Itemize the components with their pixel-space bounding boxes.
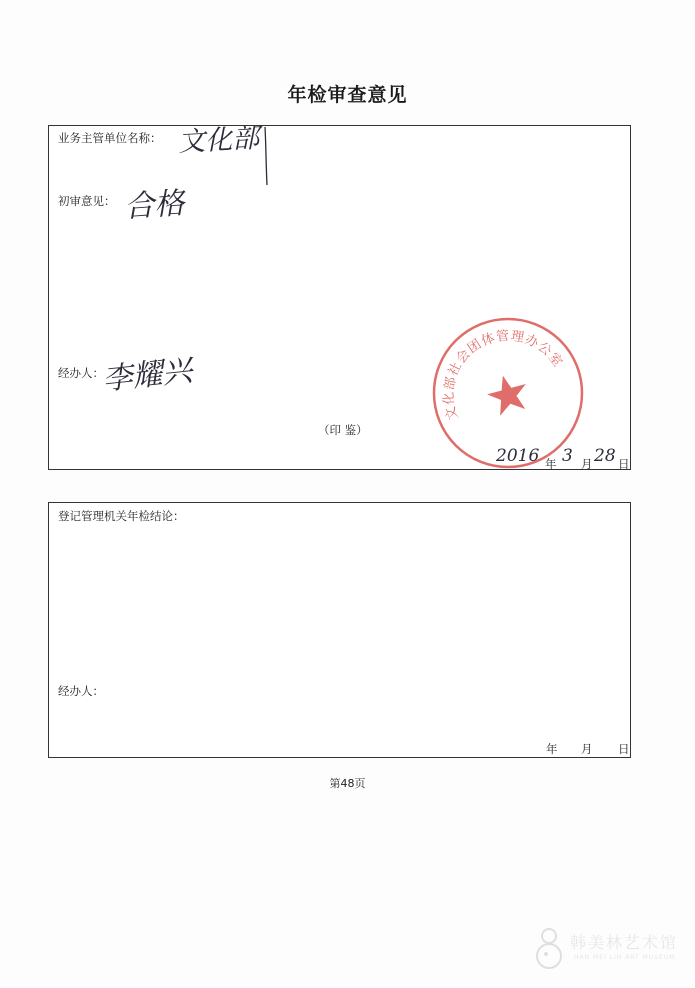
handwriting-stroke: [262, 125, 270, 187]
handler-label: 经办人：: [58, 366, 104, 380]
initial-opinion-handwriting: 合格: [123, 185, 186, 226]
date-month-handwriting: 3: [562, 446, 573, 466]
year-label: 年: [545, 457, 557, 471]
supervising-unit-handwriting: 文化部: [177, 122, 260, 159]
initial-opinion-label: 初审意见：: [58, 194, 116, 208]
registration-year-label: 年: [546, 742, 558, 756]
registration-handler-label: 经办人：: [58, 684, 104, 698]
page-number: 第48页: [329, 777, 366, 790]
registration-day-label: 日: [618, 742, 630, 756]
seal-placeholder-label: （印 鉴）: [318, 423, 368, 437]
seal-arc-text: 文化部社会团体管理办公室: [441, 328, 566, 422]
watermark-text: 韩美林艺术馆: [570, 933, 679, 952]
date-day-handwriting: 28: [594, 446, 616, 466]
handler-signature: 李耀兴: [100, 353, 194, 398]
month-label: 月: [581, 457, 593, 471]
day-label: 日: [618, 457, 630, 471]
registration-conclusion-label: 登记管理机关年检结论：: [58, 509, 185, 523]
museum-watermark: [530, 922, 690, 978]
registration-month-label: 月: [581, 742, 593, 756]
museum-logo-icon: [534, 926, 564, 972]
supervising-unit-label: 业务主管单位名称：: [58, 131, 162, 145]
registration-conclusion-box: [48, 502, 631, 758]
date-year-handwriting: 2016: [496, 446, 540, 466]
page-title: 年检审查意见: [287, 84, 408, 106]
watermark-subtext: HAN MEI LIN ART MUSEUM: [574, 954, 676, 961]
